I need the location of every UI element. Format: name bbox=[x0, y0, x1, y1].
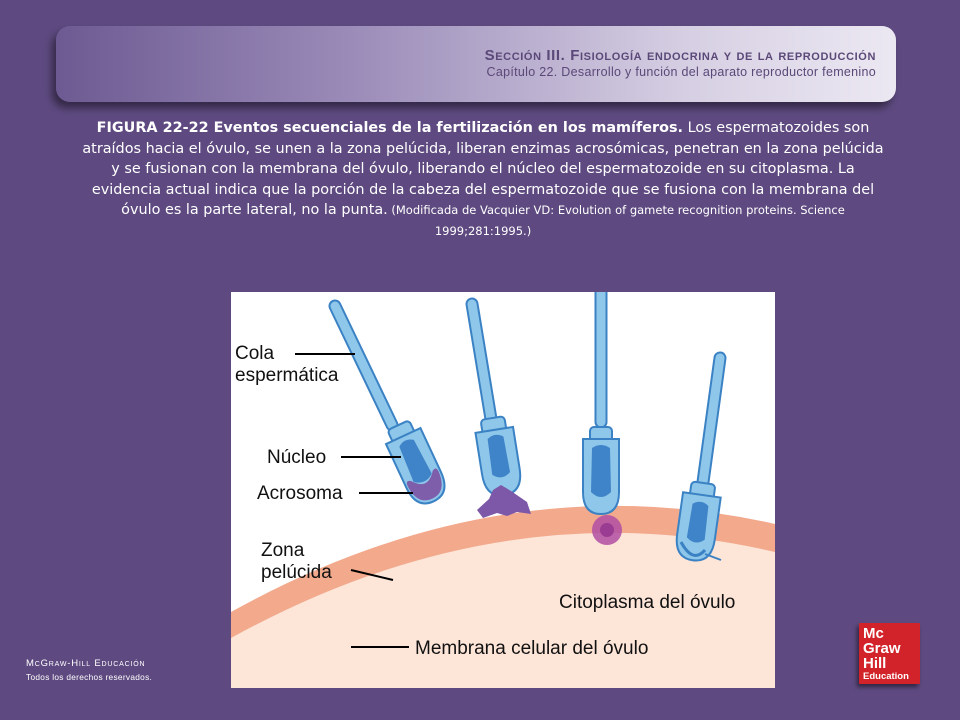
sperm-fused bbox=[674, 358, 722, 563]
header-text bbox=[485, 47, 876, 79]
footer-brand bbox=[26, 658, 152, 682]
header-banner bbox=[56, 26, 896, 102]
sperm-acrosome-reaction bbox=[472, 304, 531, 518]
caption-title: FIGURA 22-22 Eventos secuenciales de la fertilización en los mamíferos. bbox=[96, 120, 683, 136]
caption-source: (Modificada de Vacquier VD: Evolution of gamete recognition proteins. Science 1999;281:1995.) bbox=[387, 203, 845, 238]
fertilization-figure bbox=[231, 292, 775, 688]
sperm-approaching bbox=[335, 306, 451, 509]
logo-line-3: Hill bbox=[863, 655, 887, 672]
rights-notice: Todos los derechos reservados. bbox=[26, 672, 153, 682]
label-tail-line2: espermática bbox=[235, 365, 339, 386]
label-zona-line2: pelúcida bbox=[261, 562, 332, 583]
logo-line-1: Mc bbox=[863, 625, 884, 642]
publisher-name: McGraw-Hill Educación bbox=[26, 658, 146, 669]
sperm-penetrating bbox=[583, 292, 622, 545]
label-acrosome: Acrosoma bbox=[257, 483, 343, 504]
section-title: Sección III. Fisiología endocrina y de la reproducción bbox=[484, 47, 876, 64]
label-cytoplasm: Citoplasma del óvulo bbox=[559, 592, 736, 613]
logo-line-4: Education bbox=[863, 671, 909, 682]
chapter-title: Capítulo 22. Desarrollo y función del aparato reproductor femenino bbox=[486, 65, 876, 79]
mcgraw-hill-logo bbox=[859, 623, 920, 684]
caption-body: Los espermatozoides son atraídos hacia el óvulo, se unen a la zona pelúcida, liberan enzimas acrosómicas, penetran en la zona pelúcida y se fusionan con la membrana del óvulo, liberando el núcleo del espermatozoide en su citoplasma. La evidencia actual indica que la porción de la cabeza del espermatozoide que se fusiona con la membrana del óvulo es la parte lateral, no la punta. bbox=[82, 120, 884, 218]
figure-caption bbox=[78, 118, 888, 241]
fertilization-diagram bbox=[231, 292, 775, 688]
label-zona-line1: Zona bbox=[261, 540, 305, 561]
label-nucleus: Núcleo bbox=[267, 447, 327, 468]
label-membrane: Membrana celular del óvulo bbox=[415, 638, 649, 659]
label-tail-line1: Cola bbox=[235, 343, 275, 364]
logo-line-2: Graw bbox=[863, 640, 901, 657]
